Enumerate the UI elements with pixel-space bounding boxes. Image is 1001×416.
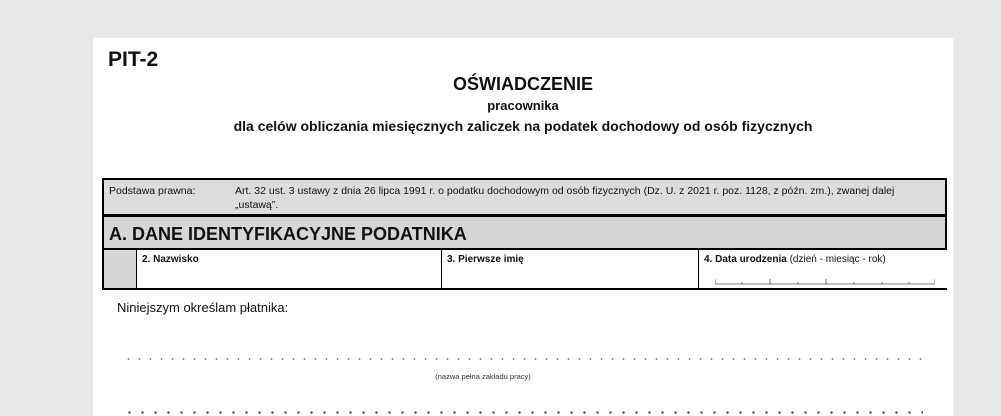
form-purpose: dla celów obliczania miesięcznych zaliczek na podatek dochodowy od osób fizycznych [233,118,813,134]
surname-field[interactable] [136,250,441,288]
surname-label: 2. Nazwisko [142,254,199,265]
birth-date-hint: (dzień - miesiąc - rok) [789,254,886,265]
first-name-field[interactable] [441,250,698,288]
legal-basis-text: Art. 32 ust. 3 ustawy z dnia 26 lipca 1991 r. o podatku dochodowym od osób fizycznych (Dz. U. z 2021 r. poz. 1128, z późn. zm.), zwanej dalej „ustawą”. [235,185,895,211]
form-title: OŚWIADCZENIE [452,74,593,94]
legal-basis-box [102,178,947,214]
birth-date-field[interactable] [698,250,947,288]
payer-name-caption: (nazwa pełna zakładu pracy) [435,372,531,381]
section-a-fields [102,250,947,290]
form-page [93,38,953,416]
first-name-label: 3. Pierwsze imię [447,254,524,265]
form-subtitle: pracownika [487,98,559,113]
section-a-header [102,214,947,250]
date-digit-boxes [715,279,935,285]
payer-address-line[interactable] [123,411,923,414]
payer-prompt: Niniejszym określam płatnika: [117,300,289,315]
section-a-heading: A. DANE IDENTYFIKACYJNE PODATNIKA [109,224,467,244]
birth-date-label: 4. Data urodzenia [704,254,787,265]
form-code: PIT-2 [108,48,159,71]
payer-name-line[interactable] [123,358,923,360]
legal-basis-label: Podstawa prawna: [109,185,196,197]
